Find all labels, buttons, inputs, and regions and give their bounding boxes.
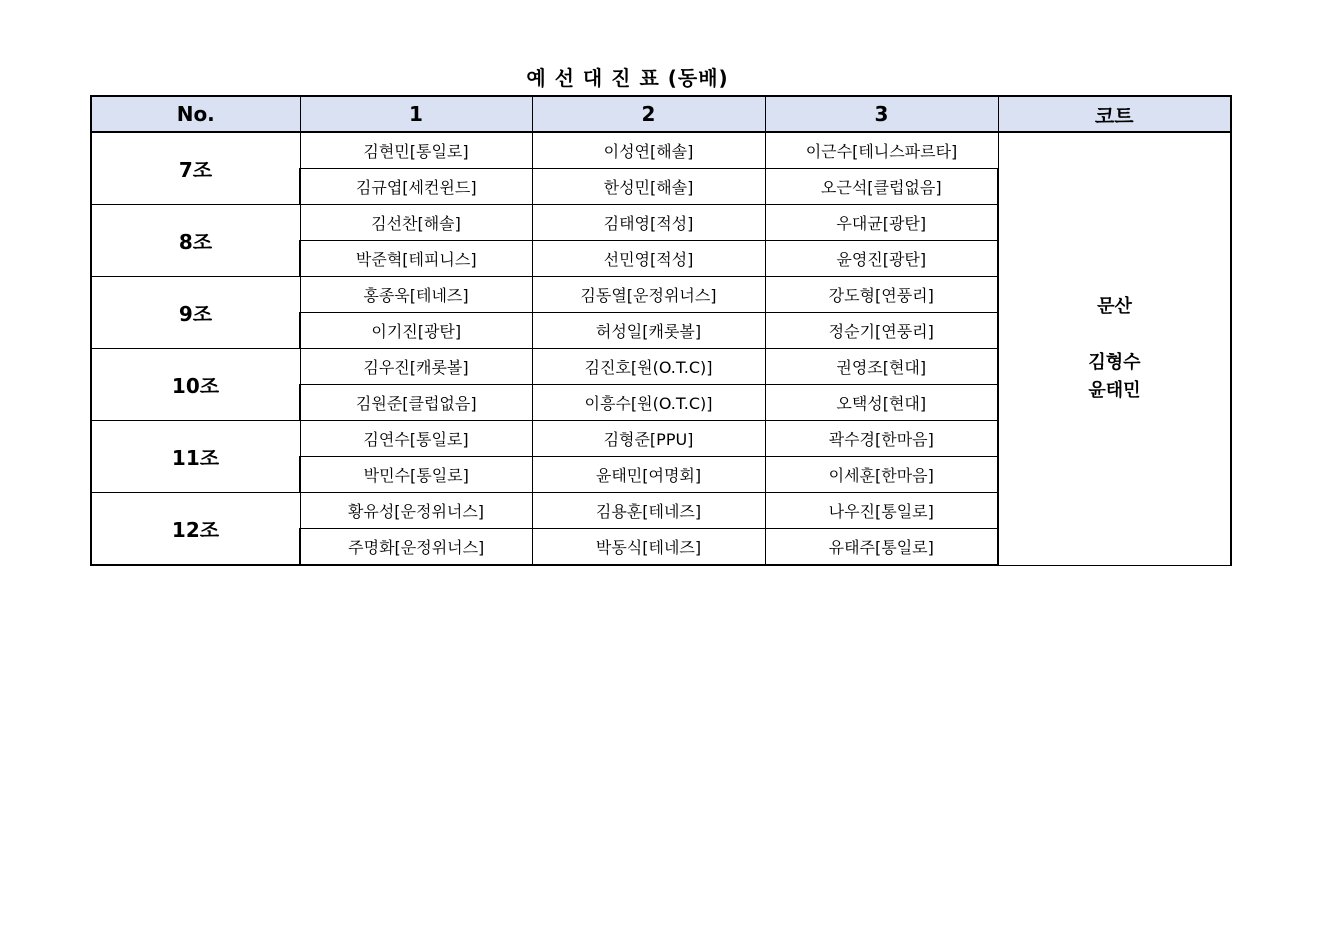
group-label: 9조 [91, 277, 300, 349]
player-cell: 김우진[캐롯볼] [300, 349, 532, 385]
player-cell: 김동열[운정위너스] [532, 277, 765, 313]
player-cell: 박동식[테네즈] [532, 529, 765, 566]
player-cell: 박민수[통일로] [300, 457, 532, 493]
player-cell: 김용훈[테네즈] [532, 493, 765, 529]
player-cell: 김진호[원(O.T.C)] [532, 349, 765, 385]
player-cell: 곽수경[한마음] [765, 421, 998, 457]
player-cell: 이기진[광탄] [300, 313, 532, 349]
group-label: 12조 [91, 493, 300, 566]
player-cell: 김원준[클럽없음] [300, 385, 532, 421]
header-player-2: 2 [532, 96, 765, 132]
player-cell: 김태영[적성] [532, 205, 765, 241]
player-cell: 이근수[테니스파르타] [765, 132, 998, 169]
player-cell: 김현민[통일로] [300, 132, 532, 169]
player-cell: 홍종욱[테네즈] [300, 277, 532, 313]
header-no: No. [91, 96, 300, 132]
player-cell: 나우진[통일로] [765, 493, 998, 529]
header-court: 코트 [998, 96, 1231, 132]
player-cell: 오근석[클럽없음] [765, 169, 998, 205]
player-cell: 권영조[현대] [765, 349, 998, 385]
table-row [91, 132, 1231, 169]
bracket-table [90, 95, 1232, 566]
group-label: 7조 [91, 132, 300, 205]
header-player-3: 3 [765, 96, 998, 132]
page-title: 예 선 대 진 표 (동배) [526, 66, 729, 90]
player-cell: 윤영진[광탄] [765, 241, 998, 277]
group-label: 10조 [91, 349, 300, 421]
player-cell: 주명화[운정위너스] [300, 529, 532, 566]
header-player-1: 1 [300, 96, 532, 132]
player-cell: 정순기[연풍리] [765, 313, 998, 349]
player-cell: 강도형[연풍리] [765, 277, 998, 313]
court-venue: 문산 [1097, 295, 1132, 317]
player-cell: 김형준[PPU] [532, 421, 765, 457]
player-cell: 허성일[캐롯볼] [532, 313, 765, 349]
court-cell [998, 132, 1231, 565]
player-cell: 이세훈[한마음] [765, 457, 998, 493]
player-cell: 유태주[통일로] [765, 529, 998, 566]
player-cell: 선민영[적성] [532, 241, 765, 277]
court-referee-1: 김형수 [1088, 351, 1141, 373]
player-cell: 김연수[통일로] [300, 421, 532, 457]
player-cell: 김선찬[해솔] [300, 205, 532, 241]
header-row [91, 96, 1231, 132]
player-cell: 김규엽[세컨윈드] [300, 169, 532, 205]
player-cell: 윤태민[여명회] [532, 457, 765, 493]
player-cell: 황유성[운정위너스] [300, 493, 532, 529]
court-referee-2: 윤태민 [1088, 379, 1141, 401]
player-cell: 박준혁[테피니스] [300, 241, 532, 277]
player-cell: 이흥수[원(O.T.C)] [532, 385, 765, 421]
group-label: 11조 [91, 421, 300, 493]
player-cell: 한성민[해솔] [532, 169, 765, 205]
player-cell: 우대균[광탄] [765, 205, 998, 241]
player-cell: 오택성[현대] [765, 385, 998, 421]
player-cell: 이성연[해솔] [532, 132, 765, 169]
group-label: 8조 [91, 205, 300, 277]
